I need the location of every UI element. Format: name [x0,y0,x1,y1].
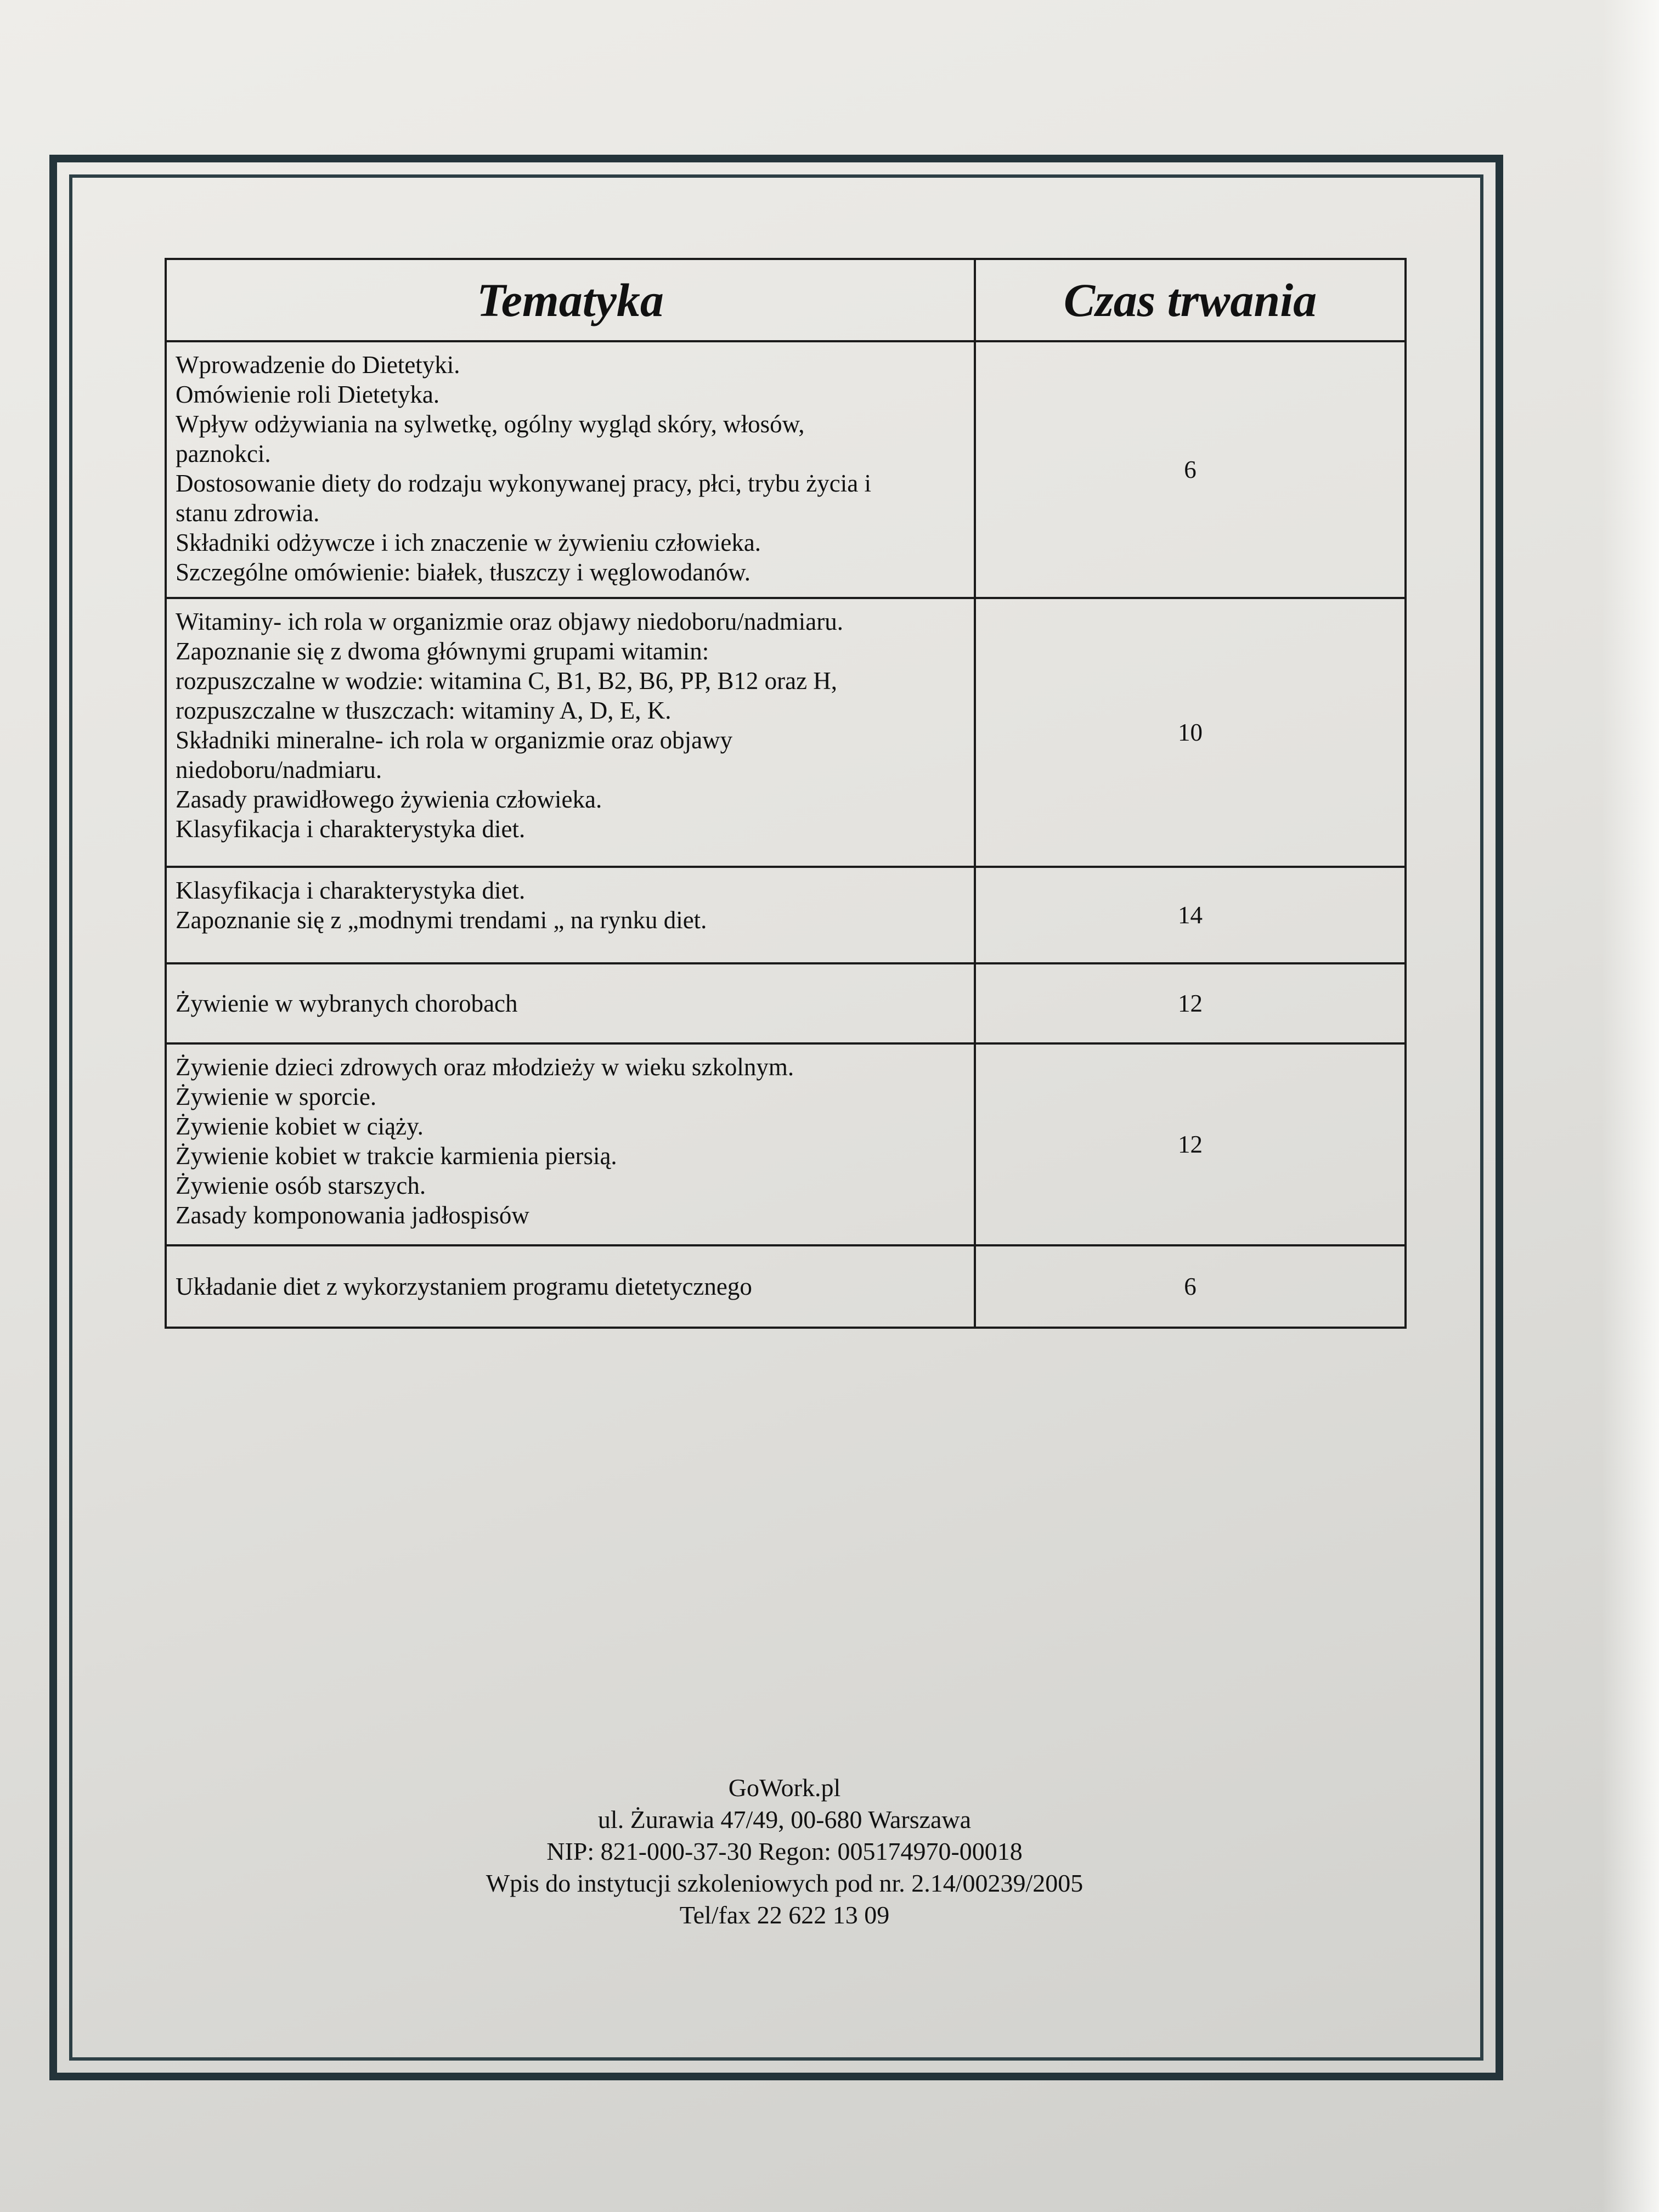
topic-cell [166,1245,975,1328]
topic-line: Omówienie roli Dietetyka. [176,381,440,408]
topic-line: rozpuszczalne w tłuszczach: witaminy A, D, E, K. [176,697,672,724]
header-duration: Czas trwania [975,259,1406,341]
topic-line: Zasady prawidłowego żywienia człowieka. [176,786,602,813]
topic-line: Zapoznanie się z „modnymi trendami „ na rynku diet. [176,906,707,934]
page-edge [1602,0,1659,2212]
topic-line: Żywienie kobiet w trakcie karmienia piersią. [176,1142,617,1170]
topic-cell [166,1043,975,1245]
duration-cell: 6 [975,341,1406,598]
topic-cell [166,598,975,867]
table-row [166,963,1406,1043]
table-row [166,1043,1406,1245]
topic-line: rozpuszczalne w wodzie: witamina C, B1, B2, B6, PP, B12 oraz H, [176,667,838,695]
topic-line: Żywienie osób starszych. [176,1172,426,1199]
table-header-row [166,259,1406,341]
table-row [166,1245,1406,1328]
topic-line: Żywienie w sporcie. [176,1083,377,1110]
table-row [166,341,1406,598]
company-footer [165,1772,1404,1931]
footer-registry: Wpis do instytucji szkoleniowych pod nr. 2.14/00239/2005 [486,1869,1084,1897]
topic-line: Zapoznanie się z dwoma głównymi grupami witamin: [176,637,709,665]
topic-line: Żywienie dzieci zdrowych oraz młodzieży w wieku szkolnym. [176,1053,794,1081]
footer-company: GoWork.pl [728,1774,841,1802]
topic-line: Klasyfikacja i charakterystyka diet. [176,815,526,843]
topic-line: Zasady komponowania jadłospisów [176,1201,529,1229]
topic-cell [166,963,975,1043]
topic-cell [166,867,975,963]
topic-line: Klasyfikacja i charakterystyka diet. [176,877,526,904]
topic-line: Dostosowanie diety do rodzaju wykonywanej pracy, płci, trybu życia i [176,470,871,497]
footer-phone: Tel/fax 22 622 13 09 [679,1901,890,1929]
topic-line: Witaminy- ich rola w organizmie oraz objawy niedoboru/nadmiaru. [176,608,843,635]
topic-line: Składniki mineralne- ich rola w organizmie oraz objawy [176,726,733,754]
topic-line: paznokci. [176,440,271,467]
topic-line: Układanie diet z wykorzystaniem programu dietetycznego [176,1273,752,1300]
topic-line: Żywienie w wybranych chorobach [176,990,518,1017]
duration-cell: 6 [975,1245,1406,1328]
footer-ids: NIP: 821-000-37-30 Regon: 005174970-00018 [546,1837,1023,1865]
curriculum-table [165,258,1407,1329]
table-row [166,867,1406,963]
footer-address: ul. Żurawia 47/49, 00-680 Warszawa [597,1805,972,1833]
topic-line: Żywienie kobiet w ciąży. [176,1113,424,1140]
duration-cell: 12 [975,963,1406,1043]
topic-cell [166,341,975,598]
table-row [166,598,1406,867]
topic-line: Wpływ odżywiania na sylwetkę, ogólny wygląd skóry, włosów, [176,410,805,438]
duration-cell: 10 [975,598,1406,867]
topic-line: Składniki odżywcze i ich znaczenie w żywieniu człowieka. [176,529,761,556]
topic-line: Wprowadzenie do Dietetyki. [176,351,460,379]
topic-line: niedoboru/nadmiaru. [176,756,382,783]
header-topic: Tematyka [166,259,975,341]
duration-cell: 14 [975,867,1406,963]
duration-cell: 12 [975,1043,1406,1245]
topic-line: stanu zdrowia. [176,499,320,527]
topic-line: Szczególne omówienie: białek, tłuszczy i węglowodanów. [176,558,751,586]
